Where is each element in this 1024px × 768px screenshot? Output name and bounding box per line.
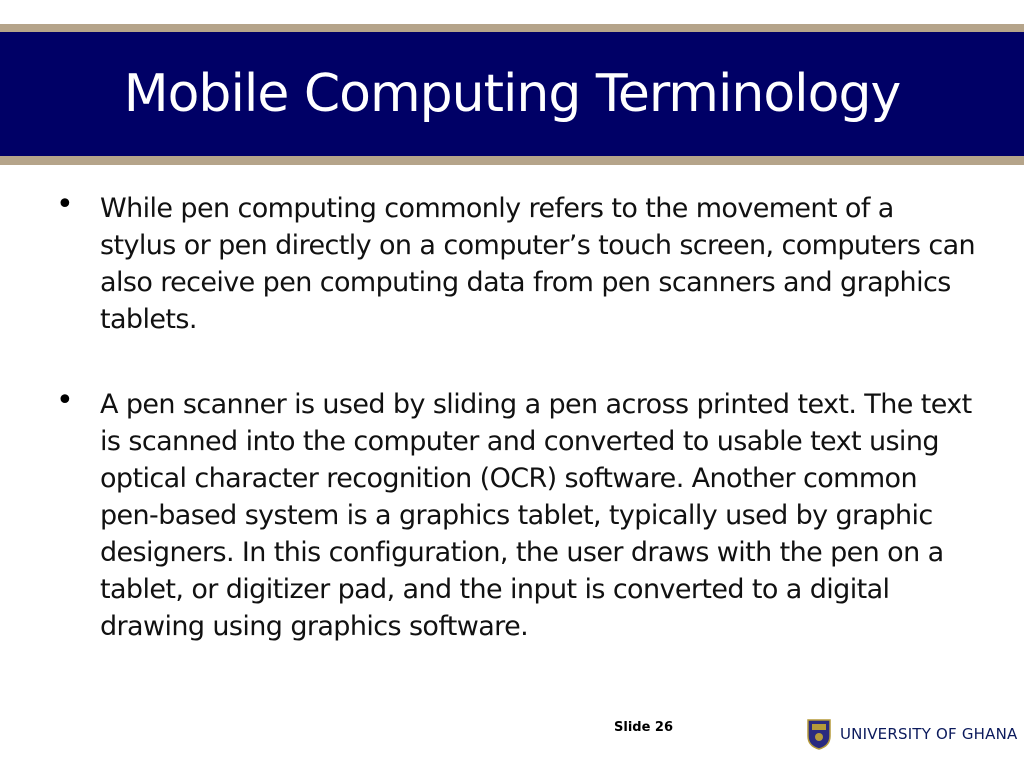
logo-text: UNIVERSITY OF GHANA xyxy=(840,725,1018,743)
university-logo xyxy=(806,718,1017,750)
bullet-text: A pen scanner is used by sliding a pen across printed text. The text is scanned into the computer and converted to usable text using optical character recognition (OCR) software. Another common pen-based system is a graphics tablet, typically used by graphic designers. In this configuration, the user draws with the pen on a tablet, or digitizer pad, and the input is converted to a digital drawing using graphics software. xyxy=(100,389,972,642)
title-banner-inner xyxy=(0,32,1024,156)
bullet-icon: • xyxy=(56,383,74,418)
bullet-icon: • xyxy=(56,187,74,222)
bullet-item xyxy=(56,383,976,645)
title-banner xyxy=(0,24,1024,165)
slide-content xyxy=(56,187,976,693)
slide-title: Mobile Computing Terminology xyxy=(123,64,901,124)
bullet-text: While pen computing commonly refers to the movement of a stylus or pen directly on a computer’s touch screen, computers can also receive pen computing data from pen scanners and graphics tablets. xyxy=(100,193,976,335)
bullet-item xyxy=(56,187,976,338)
slide-number: Slide 26 xyxy=(614,720,674,735)
university-crest-icon xyxy=(806,718,832,750)
